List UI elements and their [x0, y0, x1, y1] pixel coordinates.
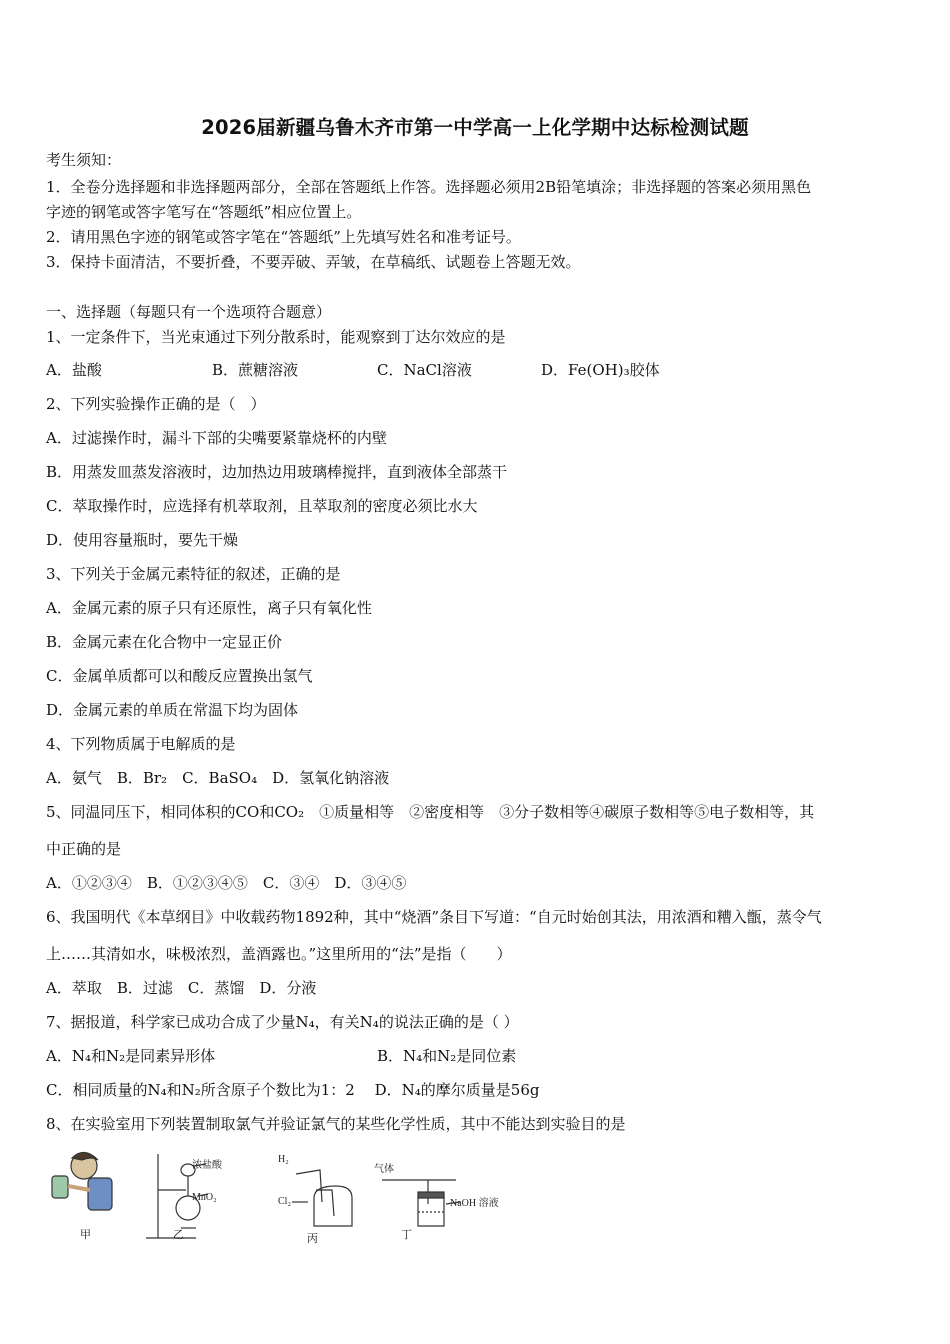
- option-b: B．蔗糖溶液: [212, 361, 299, 379]
- option-a: A．过滤操作时，漏斗下部的尖嘴要紧靠烧杯的内壁: [46, 429, 387, 447]
- notice-item: 1．全卷分选择题和非选择题两部分，全部在答题纸上作答。选择题必须用2B铅笔填涂；非选择题的答案必须用黑色: [46, 178, 812, 196]
- notice-item: 3．保持卡面清洁，不要折叠，不要弄破、弄皱，在草稿纸、试题卷上答题无效。: [46, 253, 581, 271]
- absorption-apparatus: [382, 1180, 460, 1226]
- question-5-stem-cont: 中正确的是: [46, 840, 122, 858]
- option-a: A．N₄和N₂是同素异形体: [46, 1047, 216, 1065]
- figure-caption-jia: 甲: [80, 1228, 91, 1241]
- notice-item: 字迹的钢笔或答字笔写在“答题纸”相应位置上。: [46, 203, 362, 221]
- section-heading: 一、选择题（每题只有一个选项符合题意）: [46, 303, 332, 321]
- label-hcl: 浓盐酸: [192, 1160, 222, 1171]
- option-d: D．Fe(OH)₃胶体: [541, 361, 660, 379]
- question-6-stem-cont: 上……其清如水，味极浓烈，盖酒露也。”这里所用的“法”是指（ ）: [46, 945, 512, 963]
- question-5-stem: 5、同温同压下，相同体积的CO和CO₂ ①质量相等 ②密度相等 ③分子数相等④碳原子数相等⑤电子数相等，其: [46, 803, 815, 821]
- option-d: D．金属元素的单质在常温下均为固体: [46, 701, 299, 719]
- question-4-options: A．氨气 B．Br₂ C．BaSO₄ D．氢氧化钠溶液: [46, 769, 390, 787]
- question-2-stem: 2、下列实验操作正确的是（ ）: [46, 395, 266, 413]
- option-b: B．金属元素在化合物中一定显正价: [46, 633, 283, 651]
- option-c: C．萃取操作时，应选择有机萃取剂，且萃取剂的密度必须比水大: [46, 497, 478, 515]
- question-4-stem: 4、下列物质属于电解质的是: [46, 735, 236, 753]
- label-naoh: NaOH 溶液: [450, 1198, 499, 1209]
- option-cd: C．相同质量的N₄和N₂所含原子个数比为1：2 D．N₄的摩尔质量是56g: [46, 1081, 540, 1099]
- question-6-stem: 6、我国明代《本草纲目》中收载药物1892种，其中“烧酒”条目下写道：“自元时始创其法，用浓酒和糟入甑，蒸令气: [46, 908, 822, 926]
- option-b: B．N₄和N₂是同位素: [377, 1047, 517, 1065]
- figure-caption-bing: 丙: [307, 1232, 318, 1245]
- option-d: D．使用容量瓶时，要先干燥: [46, 531, 239, 549]
- label-h2: H₂: [278, 1154, 289, 1165]
- option-a: A．盐酸: [46, 361, 102, 379]
- notice-heading: 考生须知：: [46, 151, 122, 169]
- person-smelling-illustration: [52, 1152, 112, 1210]
- label-mno2: MnO₂: [192, 1192, 217, 1203]
- apparatus-figure: [46, 1146, 526, 1246]
- label-gas: 气体: [374, 1164, 394, 1175]
- option-b: B．用蒸发皿蒸发溶液时，边加热边用玻璃棒搅拌，直到液体全部蒸干: [46, 463, 508, 481]
- page-title: 2026届新疆乌鲁木齐市第一中学高一上化学期中达标检测试题: [201, 116, 749, 139]
- notice-item: 2．请用黑色字迹的钢笔或答字笔在“答题纸”上先填写姓名和准考证号。: [46, 228, 521, 246]
- label-cl2: Cl₂: [278, 1196, 291, 1207]
- question-7-options: [46, 1046, 746, 1066]
- figure-caption-yi: 乙: [173, 1228, 184, 1241]
- figure-caption-ding: 丁: [401, 1228, 412, 1241]
- question-3-stem: 3、下列关于金属元素特征的叙述，正确的是: [46, 565, 341, 583]
- option-a: A．金属元素的原子只有还原性，离子只有氧化性: [46, 599, 372, 617]
- question-8-stem: 8、在实验室用下列装置制取氯气并验证氯气的某些化学性质，其中不能达到实验目的是: [46, 1115, 626, 1133]
- question-7-stem: 7、据报道，科学家已成功合成了少量N₄，有关N₄的说法正确的是（ ）: [46, 1013, 519, 1031]
- question-1-options: [46, 360, 746, 380]
- option-c: C．金属单质都可以和酸反应置换出氢气: [46, 667, 313, 685]
- apparatus-drawing: [46, 1146, 526, 1246]
- question-6-options: A．萃取 B．过滤 C．蒸馏 D．分液: [46, 979, 317, 997]
- gas-bottle-apparatus: [292, 1170, 352, 1226]
- question-5-options: A．①②③④ B．①②③④⑤ C．③④ D．③④⑤: [46, 874, 407, 892]
- option-c: C．NaCl溶液: [377, 361, 472, 379]
- question-1-stem: 1、一定条件下，当光束通过下列分散系时，能观察到丁达尔效应的是: [46, 328, 506, 346]
